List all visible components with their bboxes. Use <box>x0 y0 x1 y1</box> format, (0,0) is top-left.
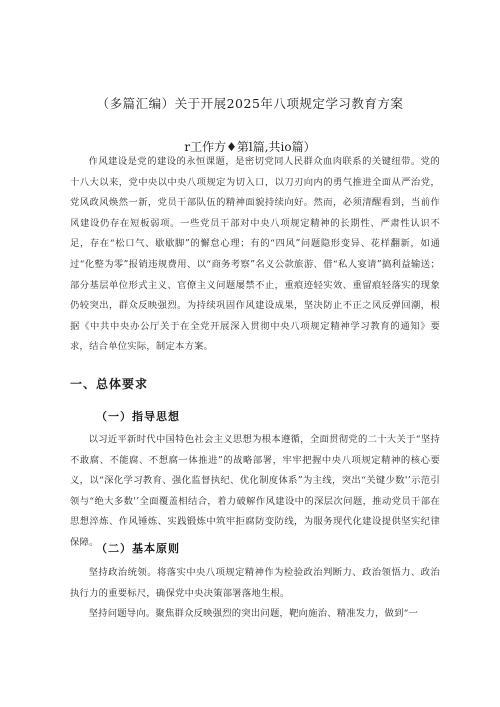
intro-paragraph: 作风建设是党的建设的永恒课题，是密切党同人民群众血肉联系的关键纽带。党的十八大以来，党中央以中央八项规定为切入口，以刀刃向内的勇气推进全面从严治党，党风政风焕然一新，党员干部队伍的精神面貌持续向好。然而，必须清醒看到，当前作风建设仍存在短板弱项。一些党员干部对中央八项规定精神的长期性、严肃性认识不足，存在“松口气、歇歇脚”的懈怠心理；有的“四风”问题隐形变异、花样翻新，如通过“化整为零”报销违规费用、以“商务考察”名义公款旅游、借“私人宴请”搞利益输送；部分基层单位形式主义、官僚主义问题屡禁不止，重痕迹轻实效、重留痕轻落实的现象仍较突出，群众反映强烈。为持续巩固作风建设成果，坚决防止不正之风反弹回潮，根据《中共中央办公厅关于在全党开展深入贯彻中央八项规定精神学习教育的通知》要求，结合单位实际，制定本方案。 <box>70 156 440 353</box>
document-title: （多篇汇编）关于开展2025年八项规定学习教育方案 <box>96 96 404 111</box>
document-subtitle: r工作方♦第l篇,共io篇） <box>184 140 316 154</box>
section-heading-general-requirements: 一、总体要求 <box>70 377 149 391</box>
guiding-thought-paragraph: 以习近平新时代中国特色社会主义思想为根本遵循，全面贯彻党的二十大关于“坚持不敢腐、不能腐、不想腐一体推进”的战略部署，牢牢把握中央八项规定精神的核心要义，以“深化学习教育、强化监督执纪、优化制度体系”为主线，突出“关键少数'’示范引领与“绝大多数'’全面覆盖相结合，着力破解作风建设中的深层次问题，推动党员干部在思想淬炼、作风锤炼、实践锻炼中筑牢拒腐防变防线，为服务现代化建设提供坚实纪律保障。 <box>70 434 440 548</box>
subsection-heading-guiding-thought: （一）指导思想 <box>96 410 180 423</box>
subsection-heading-basic-principles: （二）基本原则 <box>96 542 180 555</box>
principle-paragraph-problem-orientation: 坚持问题导向。聚焦群众反映强烈的突出问题，靶向施治、精准发力，做到“一 <box>88 608 419 619</box>
principle-paragraph-political-leadership: 坚持政治统领。将落实中央八项规定精神作为检验政治判断力、政治领悟力、政治执行力的重要标尺，确保党中央决策部署落地生根。 <box>70 567 440 599</box>
